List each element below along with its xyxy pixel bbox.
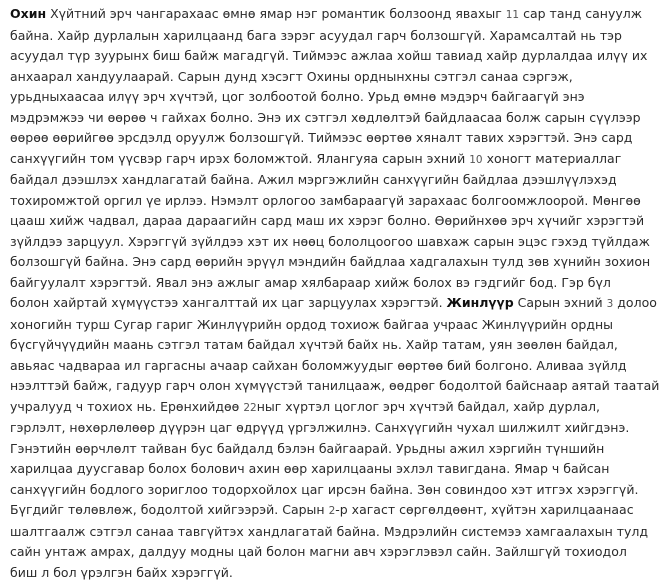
text-line: Гэнэтийн өөрчлөлт тайван бус байдалд бэлэн байгаарай. Урьдны ажил хэргийн түншийн [10,439,630,460]
inline-number: 22 [243,402,256,414]
text-line: байгуулалт хэрэгтэй. Явал энэ ажлыг амар хялбараар хийж болох вэ гэдгийг бод. Гэр бүл [10,273,630,294]
line-text: учралууд ч тохиох нь. Ерөнхийдөө [10,399,243,414]
text-line [10,149,630,171]
text-line: гэрлэлт, нөхөрлөлөөр дүүрэн цаг өдрүүд үргэлжилнэ. Санхүүгийн чухал шилжилт хийгдэнэ. [10,418,630,439]
text-line: байна. Хайр дурлалын харилцаанд бага зэрэг асуудал гарч болзошгүй. Харамсалтай нь тэр [10,26,630,47]
line-text: болон хайртай хүмүүстээ хангалттай их цаг зарцуулах хэрэгтэй. [10,295,443,310]
text-line: өөрөө өөрийгөө эрсдэлд оруулж болзошгүй. Тиймээс өөртөө хяналт тавих хэрэгтэй. Энэ сард [10,128,630,149]
line-text: Сарын эхний [514,295,607,310]
text-line: авьяас чадвараа ил гаргасны ачаар сайхан боломжуудыг өөртөө бий болгоно. Аливаа зүйлд [10,356,630,377]
line-text: сар танд сануулж [519,6,642,21]
text-line: байдал дээшлэх хандлагатай байна. Ажил мэргэжлийн санхүүгийн байдлаа дээшлүүлэхэд [10,170,630,191]
text-line: болзошгүй байна. Энэ сард өөрийн эрүүл мэндийн байдлаа хадгалахын тулд зөв хүнийн зохион [10,252,630,273]
line-text: Хүйтний эрч чангарахаас өмнө ямар нэг романтик болзоонд явахыг [46,6,506,21]
inline-number: 3 [607,298,614,310]
line-text: хоногт материаллаг [483,151,622,166]
inline-number: 2 [329,505,336,517]
text-line: санхүүгийн бодлого зориглоо тодорхойлох цаг ирсэн байна. Зөн совиндоо хэт итгэх хэрэггүй. [10,480,630,501]
sign-heading-virgo: Охин [10,6,46,21]
text-line [10,500,630,522]
text-line: шалтгаалж сэтгэл санаа тавгүйтэх хандлагатай байна. Мэдрэлийн системээ хамгаалахын тулд [10,522,630,543]
text-line: цааш хийж чадвал, дараа дараагийн сард маш их хэрэг болно. Өөрийнхөө эрч хүчийг хэрэгтэй [10,211,630,232]
text-line: хоногийн турш Сугар гариг Жинлүүрийн ордод тохиож байгаа учраас Жинлүүрийн ордны [10,315,630,336]
text-line: урьдныхаасаа илүү эрч хүчтэй, цог золбоотой болно. Урьд өмнө мэдэрч байгаагүй энэ [10,87,630,108]
horoscope-paragraph [10,4,630,583]
inline-number: 10 [469,154,482,166]
line-text: ныг хүртэл цоглог эрч хүчтэй байдал, хайр дурлал, [257,399,600,414]
text-line: харилцаа дуусгавар болох болович ахин өөр харилцааны эхлэл тавигдана. Ямар ч байсан [10,459,630,480]
text-line: нээлттэй байж, гадуур гарч олон хүмүүстэй танилцааж, өөдрөг бодолтой байснаар аятай таатай [10,376,630,397]
text-line: бүсгүйчүүдийн маань сэтгэл татам байдал хүчтэй байх нь. Хайр татам, уян зөөлөн байдал, [10,335,630,356]
line-text: Бүгдийг төлөвлөж, бодолтой хийгээрэй. Сарын [10,502,329,517]
sign-heading-libra: Жинлүүр [447,295,514,310]
text-line [10,397,630,419]
text-line: анхаарал хандуулаарай. Сарын дунд хэсэгт Охины орднынхны сэтгэл санаа сэргэж, [10,67,630,88]
text-line: асуудал түр зуурынх биш байж магадгүй. Тиймээс ажлаа хойш тавиад хайр дурлалдаа илүү их [10,46,630,67]
inline-number: 11 [506,9,519,21]
text-line: мэдрэмжээ чи өөрөө ч гайхах болно. Энэ их сэтгэл хөдлөлтэй байдлаасаа болж сарын сүүлээр [10,108,630,129]
text-line [10,293,630,315]
line-text: -р хагаст сөргөлдөөнт, хүйтэн харилцаанаас [335,502,633,517]
line-text: долоо [613,295,657,310]
line-text: санхүүгийн том үүсвэр гарч ирэх боломжтой. Ялангуяа сарын эхний [10,151,469,166]
text-line [10,4,630,26]
text-line: зүйлдээ зарцуул. Хэрэггүй зүйлдээ хэт их нөөц бололцоогоо шавхаж сарын эцэс гэхэд түйлдаж [10,232,630,253]
text-line: биш л бол үрэлгэн байх хэрэггүй. [10,563,630,583]
text-line: сайн унтаж амрах, далдуу модны цай болон магни авч хэрэглэвэл сайн. Зайлшгүй тохиодол [10,542,630,563]
text-line: тохиромжтой оргил үе ирлээ. Нэмэлт орлогоо замбараагүй зарахаас болгоомжлоорой. Мөнгөө [10,191,630,212]
